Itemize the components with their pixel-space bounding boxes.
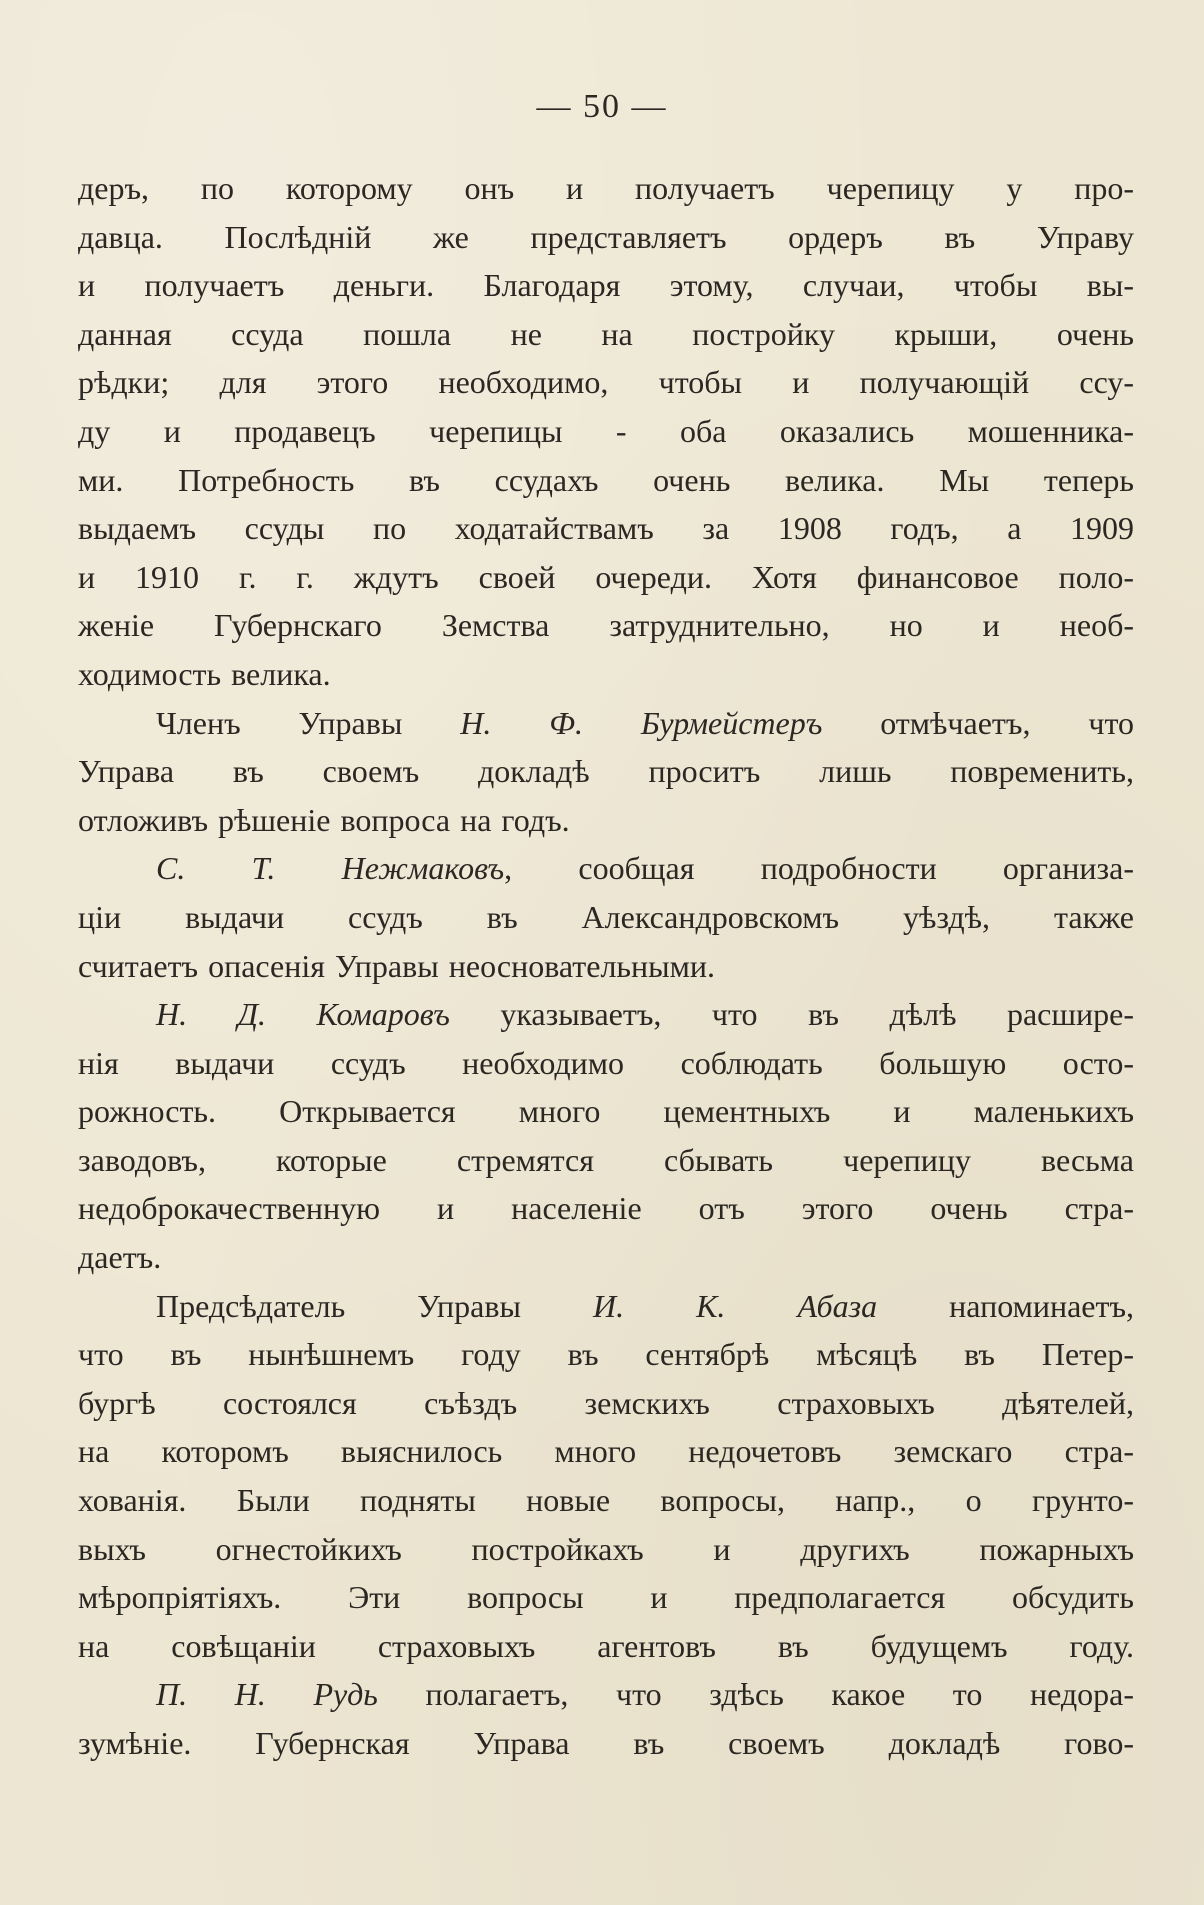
text-segment: ми. Потребность въ ссудахъ очень велика. Мы теперь — [78, 461, 1134, 498]
speaker-name: Н. Д. Комаровъ — [156, 996, 450, 1033]
text-line — [78, 699, 1134, 748]
text-segment: зумѣніе. Губернская Управа въ своемъ докладѣ гово- — [78, 1725, 1134, 1761]
text-segment: давца. Послѣдній же представляетъ ордеръ въ Управу — [78, 218, 1134, 255]
text-segment: и получаетъ деньги. Благодаря этому, случаи, чтобы вы- — [78, 267, 1134, 304]
text-line — [78, 1379, 1134, 1428]
text-line — [78, 1233, 1134, 1282]
text-line — [78, 1719, 1134, 1768]
text-segment: даетъ. — [78, 1239, 162, 1276]
text-segment: считаетъ опасенія Управы неосновательными. — [78, 947, 715, 984]
text-segment: указываетъ, что въ дѣлѣ расшире- — [449, 996, 1135, 1033]
text-segment: что въ нынѣшнемъ году въ сентябрѣ мѣсяцѣ въ Петер- — [78, 1336, 1134, 1373]
text-segment: , сообщая подробности организа- — [504, 850, 1135, 887]
text-segment: отмѣчаетъ, что — [822, 704, 1134, 741]
text-segment: деръ, по которому онъ и получаетъ черепицу у про- — [78, 170, 1134, 206]
speaker-name: Н. Ф. Бурмейстеръ — [460, 704, 823, 741]
text-line — [78, 1282, 1134, 1331]
text-line — [78, 407, 1134, 456]
speaker-name: П. Н. Рудь — [156, 1676, 378, 1713]
text-line — [78, 164, 1134, 213]
text-segment: заводовъ, которые стремятся сбывать черепицу весьма — [78, 1141, 1134, 1178]
text-line — [78, 553, 1134, 602]
text-segment: ду и продавецъ черепицы - оба оказались мошенника- — [78, 412, 1134, 449]
text-segment: рожность. Открывается много цементныхъ и маленькихъ — [78, 1093, 1134, 1130]
text-line — [78, 796, 1134, 845]
text-segment: недоброкачественную и населеніе отъ этого очень стра- — [78, 1190, 1134, 1227]
text-segment: напоминаетъ, — [877, 1287, 1135, 1324]
text-segment: на которомъ выяснилось много недочетовъ земскаго стра- — [78, 1433, 1134, 1470]
text-segment: полагаетъ, что здѣсь какое то недора- — [377, 1676, 1134, 1713]
text-line — [78, 1136, 1134, 1185]
text-line — [78, 942, 1134, 991]
speaker-name: С. Т. Нежмаковъ — [156, 850, 505, 887]
text-segment: данная ссуда пошла не на постройку крыши, очень — [78, 315, 1134, 352]
text-segment: бургѣ состоялся съѣздъ земскихъ страховыхъ дѣятелей, — [78, 1384, 1134, 1421]
text-segment: женіе Губернскаго Земства затруднительно, но и необ- — [78, 607, 1134, 644]
text-line — [78, 1622, 1134, 1671]
text-line — [78, 1573, 1134, 1622]
text-line — [78, 1476, 1134, 1525]
text-segment: выхъ огнестойкихъ постройкахъ и другихъ пожарныхъ — [78, 1530, 1134, 1567]
text-line — [78, 1427, 1134, 1476]
text-line — [78, 358, 1134, 407]
text-line — [78, 1525, 1134, 1574]
text-line — [78, 1039, 1134, 1088]
text-segment: нія выдачи ссудъ необходимо соблюдать большую осто- — [78, 1044, 1134, 1081]
text-line — [78, 310, 1134, 359]
text-line — [78, 213, 1134, 262]
text-line — [78, 261, 1134, 310]
text-line — [78, 456, 1134, 505]
text-line — [78, 1330, 1134, 1379]
text-line — [78, 844, 1134, 893]
text-line — [78, 650, 1134, 699]
text-line — [78, 504, 1134, 553]
text-segment: Членъ Управы — [156, 704, 461, 741]
text-segment: ходимость велика. — [78, 655, 331, 692]
text-segment: отложивъ рѣшеніе вопроса на годъ. — [78, 801, 570, 838]
text-line — [78, 601, 1134, 650]
text-segment: ціи выдачи ссудъ въ Александровскомъ уѣздѣ, также — [78, 898, 1134, 935]
text-line — [78, 990, 1134, 1039]
text-segment: хованія. Были подняты новые вопросы, напр., о грунто- — [78, 1482, 1134, 1519]
text-line — [78, 893, 1134, 942]
text-line — [78, 1184, 1134, 1233]
text-segment: Управа въ своемъ докладѣ проситъ лишь повременить, — [78, 753, 1134, 790]
text-segment: мѣропріятіяхъ. Эти вопросы и предполагается обсудить — [78, 1579, 1134, 1616]
text-line — [78, 747, 1134, 796]
speaker-name: И. К. Абаза — [593, 1287, 878, 1324]
text-segment: рѣдки; для этого необходимо, чтобы и получающій ссу- — [78, 364, 1134, 401]
text-segment: на совѣщаніи страховыхъ агентовъ въ будущемъ году. — [78, 1627, 1134, 1664]
text-segment: и 1910 г. г. ждутъ своей очереди. Хотя финансовое поло- — [78, 558, 1134, 595]
body-text — [78, 164, 1134, 1768]
text-line — [78, 1087, 1134, 1136]
page-number: — 50 — — [536, 88, 668, 125]
text-line — [78, 1670, 1134, 1719]
text-segment: Предсѣдатель Управы — [156, 1287, 594, 1324]
text-segment: выдаемъ ссуды по ходатайствамъ за 1908 годъ, а 1909 — [78, 510, 1134, 547]
